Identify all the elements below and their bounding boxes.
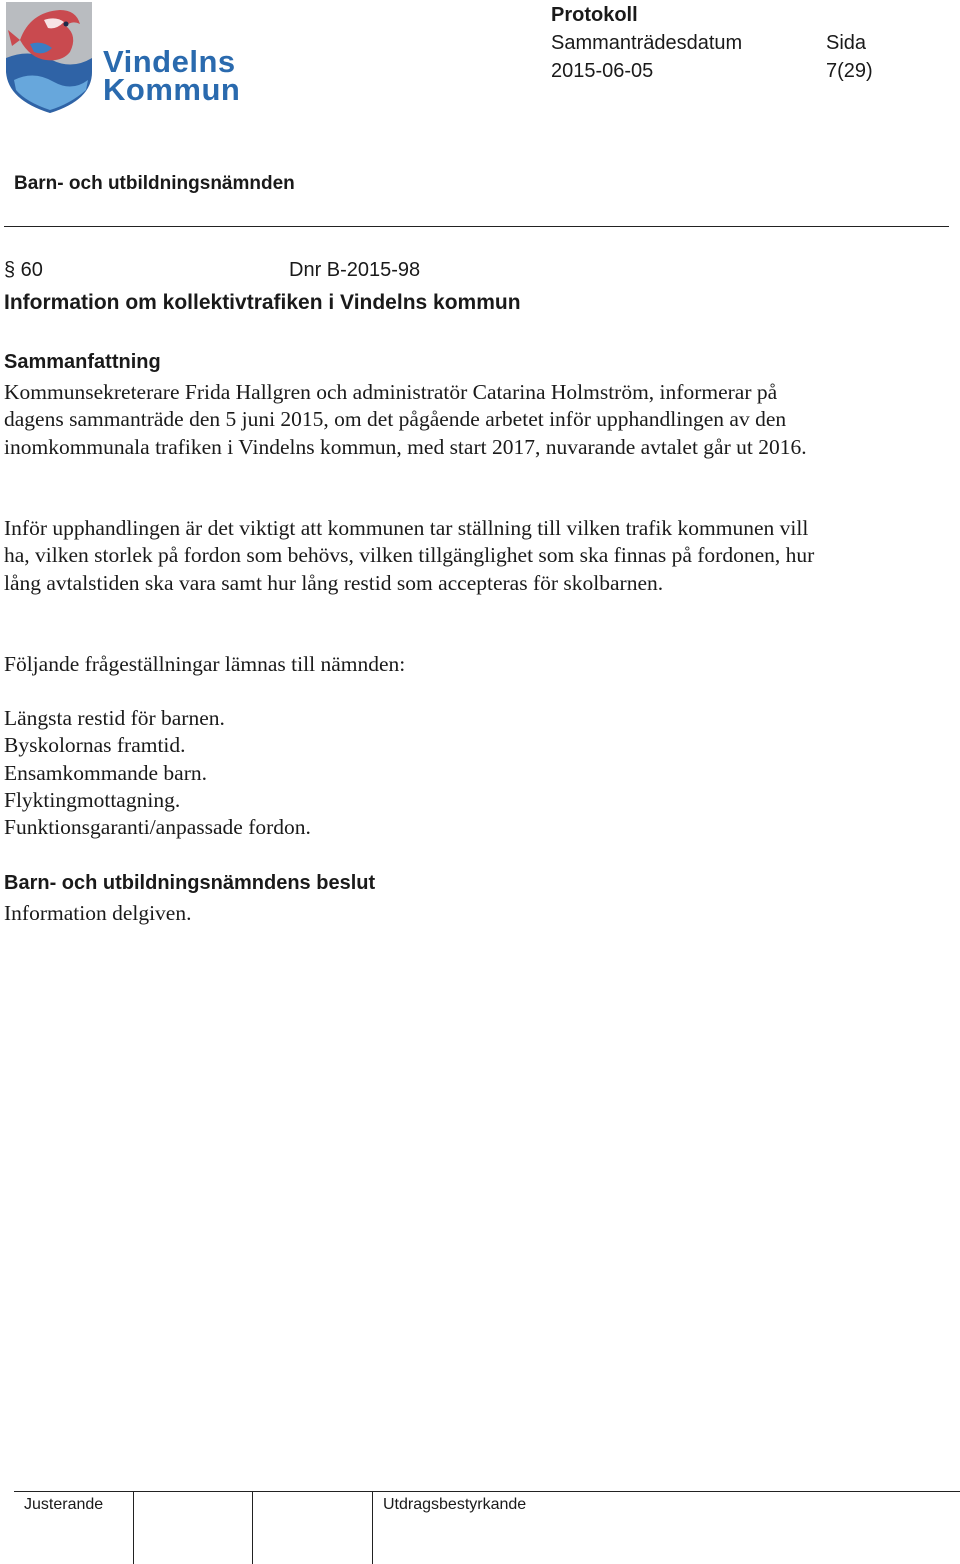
section-number: § 60 [4,259,43,281]
committee-name: Barn- och utbildningsnämnden [14,173,295,194]
summary-paragraph-2: Inför upphandlingen är det viktigt att kommunen tar ställning till vilken trafik kommunen vill ha, vilken storlek på fordon som behövs, vilken tillgänglighet som ska finnas på fordonen, hur lång avtalstiden ska vara samt hur lång restid som accepteras för skolbarnen. [4,516,815,595]
page-number: 7(29) [826,60,873,82]
decision-text: Information delgiven. [4,901,192,925]
section-title: Information om kollektivtrafiken i Vindelns kommun [4,291,521,314]
page-label: Sida [826,32,867,54]
summary-paragraph-3: Följande frågeställningar lämnas till nämnden: [4,652,406,676]
header-divider [4,226,949,227]
question-list [4,705,311,841]
footer-divider [14,1491,960,1492]
decision-heading: Barn- och utbildningsnämndens beslut [4,872,376,894]
municipality-logo [0,0,250,115]
list-item: Ensamkommande barn. [4,760,208,785]
adjuster-label: Justerande [24,1496,104,1513]
logo-line-1: Vindelns [103,44,236,79]
logo-line-2: Kommun [103,72,241,107]
list-item: Längsta restid för barnen. [4,706,225,730]
meeting-date: 2015-06-05 [551,60,654,82]
signature-box-divider [372,1491,373,1564]
summary-paragraph-1: Kommunsekreterare Frida Hallgren och administratör Catarina Holmström, informerar på dagens sammanträde den 5 juni 2015, om det pågående arbetet inför upphandlingen av den inomkommunala trafiken i Vindelns kommun, med start 2017, nuvarande avtalet går ut 2016. [4,380,807,459]
fish-emblem-icon [0,0,100,115]
signature-box-divider [252,1491,253,1564]
summary-heading: Sammanfattning [4,351,161,373]
meeting-date-label: Sammanträdesdatum [551,32,743,54]
list-item: Byskolornas framtid. [4,733,186,758]
signature-box-divider [133,1491,134,1564]
list-item: Funktionsgaranti/anpassade fordon. [4,815,311,840]
extract-certifier-label: Utdragsbestyrkande [383,1496,527,1513]
list-item: Flyktingmottagning. [4,787,181,812]
document-type: Protokoll [551,4,638,26]
case-number: Dnr B-2015-98 [289,259,421,281]
